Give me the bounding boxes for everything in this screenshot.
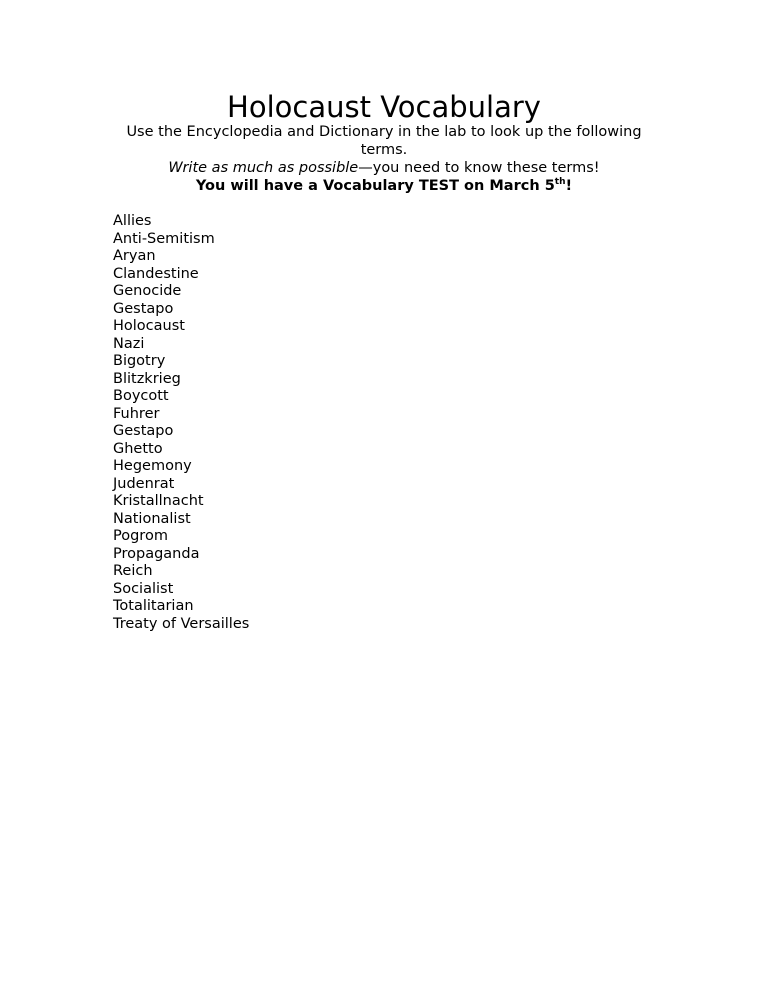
term-item: Hegemony [113, 458, 192, 474]
term-item: Totalitarian [113, 598, 194, 614]
emphasis-rest-text: —you need to know these terms! [358, 160, 600, 176]
term-item: Gestapo [113, 423, 174, 439]
term-item: Treaty of Versailles [113, 615, 250, 632]
term-item: Boycott [113, 388, 169, 404]
term-item: Ghetto [113, 440, 163, 457]
term-item: Reich [113, 563, 153, 579]
term-item: Socialist [113, 580, 174, 597]
term-item: Allies [113, 213, 152, 229]
vocabulary-term-list [113, 213, 249, 633]
term-item: Nazi [113, 335, 145, 352]
term-item: Gestapo [113, 300, 174, 317]
term-item: Judenrat [113, 475, 175, 492]
emphasis-line [0, 160, 768, 178]
page-title: Holocaust Vocabulary [227, 90, 541, 124]
term-item: Pogrom [113, 528, 168, 544]
test-notice-exclamation: ! [565, 178, 573, 194]
term-item: Holocaust [113, 318, 185, 334]
test-notice-text: You will have a Vocabulary TEST on March 5 [195, 178, 555, 194]
term-item: Kristallnacht [113, 493, 204, 509]
test-notice [0, 177, 768, 196]
term-item: Genocide [113, 283, 182, 299]
term-item: Nationalist [113, 510, 191, 527]
term-item: Propaganda [113, 545, 200, 562]
emphasis-italic-text: Write as much as possible [168, 160, 359, 176]
term-item: Bigotry [113, 353, 166, 369]
term-item: Clandestine [113, 265, 199, 282]
test-notice-ordinal: th [554, 177, 566, 187]
term-item: Blitzkrieg [113, 370, 181, 387]
term-item: Anti-Semitism [113, 230, 215, 247]
instructions-text: Use the Encyclopedia and Dictionary in the lab to look up the following terms. [126, 124, 642, 158]
term-item: Aryan [113, 248, 156, 264]
term-item: Fuhrer [113, 405, 160, 422]
